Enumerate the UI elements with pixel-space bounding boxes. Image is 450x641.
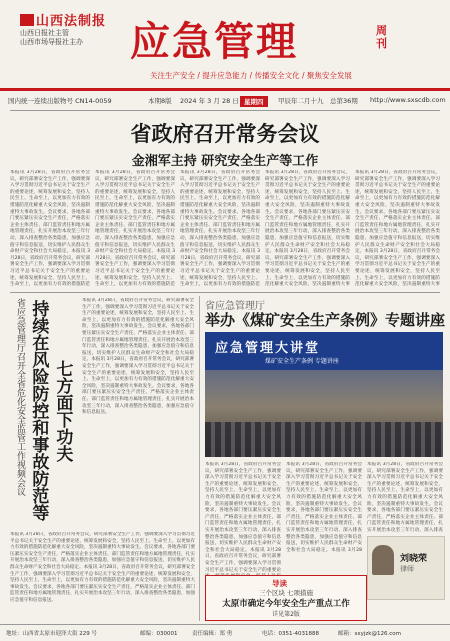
- edition-count: 本期8版: [148, 97, 172, 105]
- total-issue: 总第36期: [330, 97, 358, 105]
- masthead-rule: [0, 88, 450, 91]
- lead-body-col-3: [180, 170, 260, 288]
- serial-number: 国内统一连续出版物号 CN14-0059: [8, 97, 112, 105]
- lead-subhead: 金湘军主持 研究安全生产等工作: [131, 154, 319, 169]
- banner-subtitle: 煤矿安全生产条例 专题讲座: [265, 358, 339, 365]
- weekly-label: 周刊: [376, 24, 387, 51]
- footer-editor: 责任编辑：郑 勇: [192, 631, 233, 637]
- guide-box: [205, 575, 367, 621]
- column-rule: [199, 296, 200, 621]
- lawyer-ad: [367, 536, 445, 600]
- footer-phone: 电话：0351-4031888: [262, 631, 319, 637]
- right-feature-headline: 举办《煤矿安全生产条例》专题讲座: [205, 311, 446, 329]
- portrait-icon: [372, 545, 394, 575]
- lecture-photo: [205, 332, 443, 457]
- website-link[interactable]: http://www.sxscdb.com: [370, 96, 446, 104]
- guide-line-1: 三个区块 七项措施: [258, 589, 314, 597]
- lunar-date: 甲辰年二月十九: [278, 97, 324, 105]
- issue-date: 2024 年 3 月 28 日: [180, 97, 239, 105]
- logo-mark-icon: [20, 14, 34, 26]
- footer: [0, 624, 450, 641]
- lead-headline: 省政府召开常务会议: [130, 121, 320, 146]
- right-feature-body-col-3: [367, 462, 443, 532]
- left-feature-kicker: 省应急管理厅召开全省危化安全监管工作视频会议: [15, 298, 25, 496]
- lead-body-col-2: [95, 170, 175, 288]
- left-feature-title-1: 持续在风险防控和事故防范等: [28, 300, 49, 521]
- lead-body-col-4: [265, 170, 350, 288]
- lead-body-col-5: [355, 170, 440, 288]
- left-feature-title-2: 七方面下功夫: [52, 360, 73, 462]
- photo-stage-banner: [205, 332, 443, 370]
- lead-body-col-1: [10, 170, 90, 288]
- audience-rows: [205, 422, 443, 457]
- divider: [10, 292, 440, 293]
- ad-title: 律师: [400, 565, 414, 573]
- slogan: 关注生产安全 / 提升应急能力 / 传播安全文化 / 聚焦安全发展: [150, 71, 352, 80]
- logo-text: 山西法制报: [36, 14, 107, 29]
- ad-name: 刘晓荣: [400, 554, 428, 564]
- guide-label: 导读: [272, 579, 287, 588]
- footer-email: 邮箱：sxyjzk@126.com: [338, 631, 401, 637]
- left-feature-body: [82, 298, 194, 528]
- footer-postcode: 邮编：030001: [140, 631, 178, 637]
- guide-line-3: 详见第2版: [272, 611, 300, 618]
- divider: [10, 110, 440, 111]
- masthead: [0, 0, 450, 90]
- sponsor-line: 山西日报社主管: [20, 29, 69, 37]
- publisher-line: 山西市场导报社主办: [20, 38, 83, 46]
- footer-address: 地址：山西省太原市迎泽大街 229 号: [6, 631, 97, 637]
- right-feature-kicker: 省应急管理厅: [205, 301, 265, 312]
- guide-line-2: 太原市确定今年安全生产重点工作: [222, 599, 350, 609]
- banner-title: 应急管理大讲堂: [215, 341, 321, 356]
- newspaper-logo: [20, 10, 106, 29]
- paper-title: 应急管理: [130, 18, 298, 65]
- right-feature-body-col-2: [286, 462, 362, 552]
- weekday-badge: 星期四: [240, 96, 268, 107]
- left-feature-body-bottom: [10, 532, 195, 618]
- issue-info-bar: [0, 94, 450, 108]
